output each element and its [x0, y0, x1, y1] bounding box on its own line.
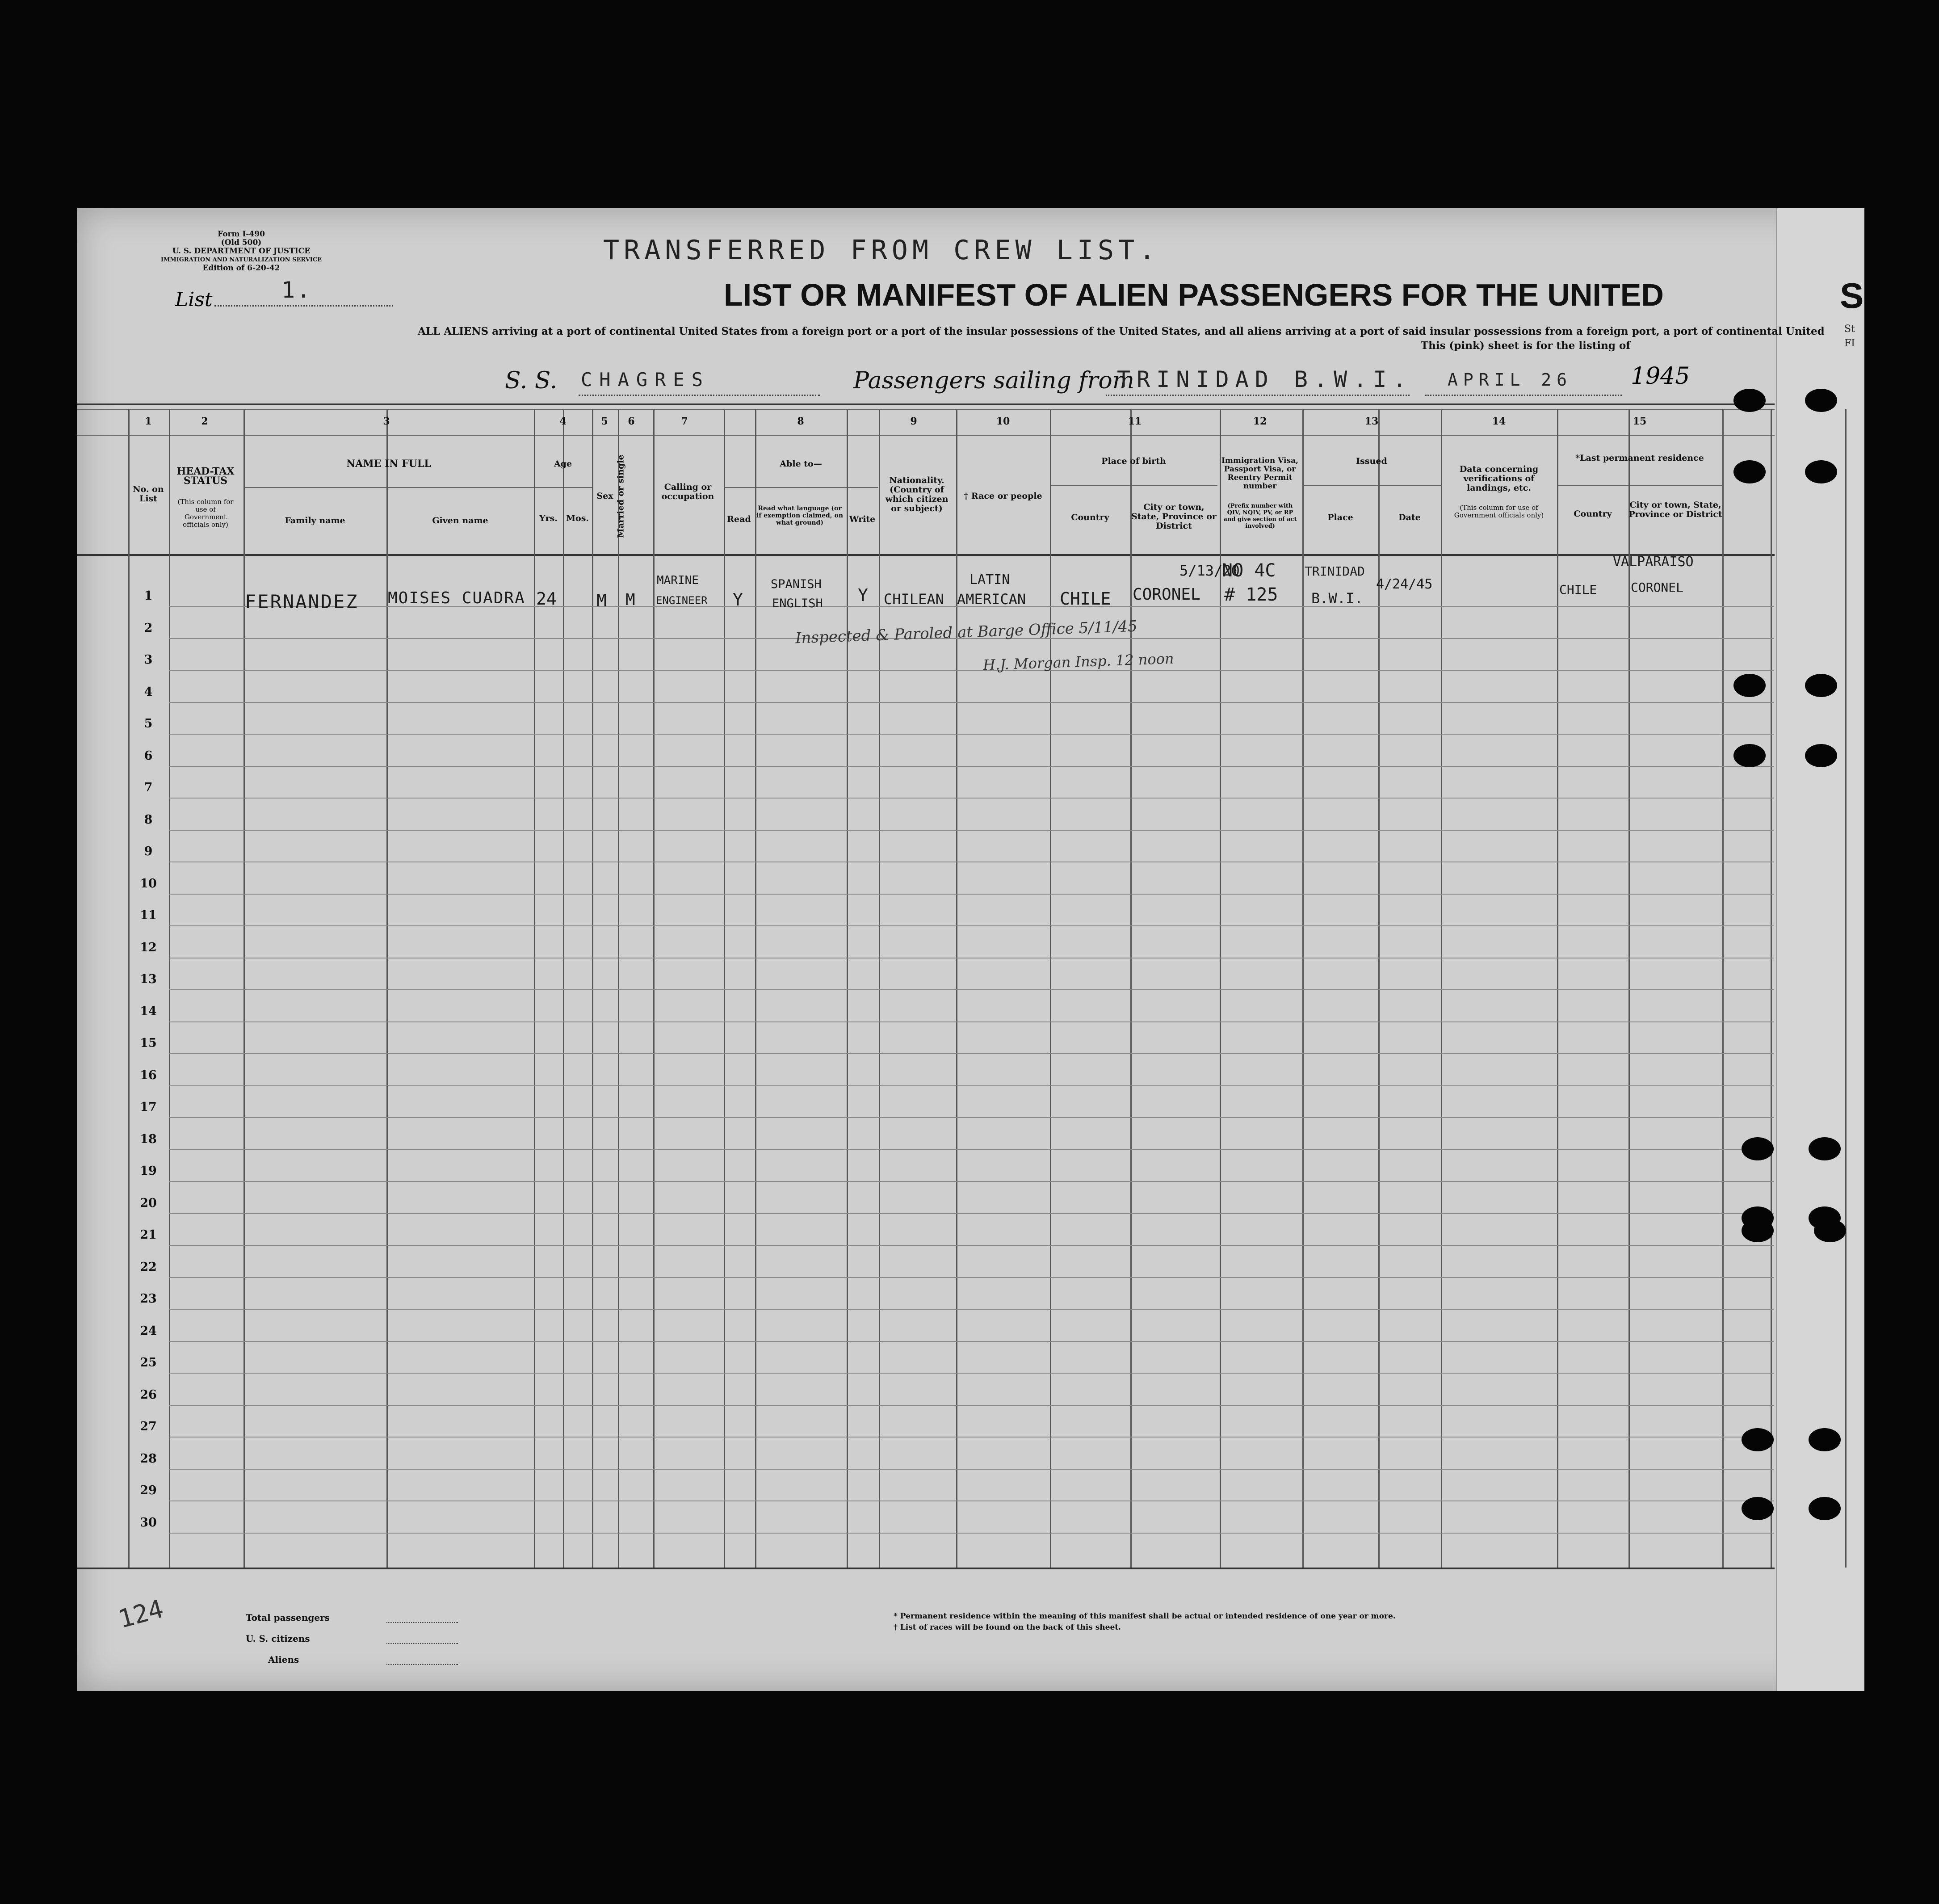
adjacent-sheet-text-2: FI: [1844, 338, 1855, 349]
sailing-date-underline: [1425, 395, 1622, 396]
column-divider: [1845, 409, 1847, 1568]
header-family-name: Family name: [285, 516, 345, 525]
punch-hole: [1809, 1137, 1841, 1160]
column-divider: [169, 409, 170, 1568]
header-read: Read: [727, 514, 751, 524]
table-top-border-2: [77, 409, 1775, 410]
entry-race-line-1: LATIN: [970, 572, 1010, 588]
colnum-9: 9: [910, 416, 917, 427]
punch-hole: [1742, 1497, 1774, 1520]
row-number: 30: [140, 1515, 157, 1530]
row-number: 25: [140, 1356, 157, 1370]
colnum-4: 4: [559, 416, 567, 427]
header-married: Married or single: [616, 454, 626, 538]
list-label: List: [175, 288, 213, 311]
table-row: [169, 766, 1774, 767]
footer-aliens: Aliens: [268, 1654, 299, 1665]
column-divider: [386, 409, 388, 1568]
column-divider: [1628, 409, 1630, 1568]
punch-hole: [1809, 1428, 1841, 1451]
row-number: 26: [140, 1387, 157, 1402]
colnum-5: 5: [601, 416, 608, 427]
table-row: [169, 1533, 1774, 1534]
row-number: 23: [140, 1292, 157, 1306]
adjacent-sheet-edge: [1776, 208, 1864, 1691]
header-issued: Issued: [1356, 456, 1387, 466]
punch-hole: [1805, 674, 1837, 697]
able-subheader-line: [724, 487, 878, 488]
table-top-border: [77, 403, 1775, 405]
header-write: Write: [849, 514, 876, 524]
header-read-language: Read what language (or if exemption claimed, on what ground): [756, 505, 844, 526]
row-number: 20: [140, 1196, 157, 1210]
adjacent-sheet-text-1: St: [1844, 324, 1855, 335]
header-res-country: Country: [1574, 509, 1612, 519]
entry-issued-date: 4/24/45: [1376, 576, 1433, 592]
header-name-in-full: NAME IN FULL: [346, 458, 431, 470]
header-res-city: City or town, State, Province or District: [1628, 500, 1722, 519]
entry-occupation-line-2: ENGINEER: [656, 594, 708, 607]
row-number: 5: [144, 717, 153, 731]
row-number: 29: [140, 1484, 157, 1497]
table-row: [169, 1373, 1774, 1374]
row-number: 16: [140, 1068, 157, 1082]
entry-given-name: MOISES CUADRA: [388, 589, 525, 607]
colnum-12: 12: [1253, 416, 1267, 427]
header-issued-place: Place: [1327, 513, 1353, 522]
row-number: 8: [144, 812, 153, 827]
header-nationality: Nationality. (Country of which citizen or subject): [885, 475, 949, 513]
punch-hole: [1733, 460, 1766, 483]
row-number: 7: [144, 781, 153, 794]
colnum-8: 8: [797, 416, 804, 427]
column-divider: [243, 409, 245, 1568]
table-row: [169, 1245, 1774, 1246]
entry-birth-date: 5/13/20: [1179, 562, 1240, 579]
entry-write: Y: [858, 585, 868, 605]
column-divider: [653, 409, 655, 1568]
header-no-on-list: No. on List: [133, 484, 164, 504]
list-underline: [214, 305, 393, 307]
colnum-row-border: [77, 435, 1775, 436]
entry-visa-line-1: NO 4C: [1222, 560, 1276, 581]
adjacent-sheet-letter: S: [1840, 276, 1864, 315]
row-number: 9: [144, 845, 153, 858]
table-row: [169, 1117, 1774, 1118]
header-race: † Race or people: [964, 491, 1042, 501]
colnum-11: 11: [1128, 416, 1142, 427]
column-divider: [1771, 409, 1772, 1568]
row-number: 14: [140, 1004, 157, 1018]
punch-hole: [1809, 1497, 1841, 1520]
entry-occupation-line-1: MARINE: [657, 574, 699, 587]
row-number: 12: [140, 940, 157, 954]
row-number: 6: [144, 748, 153, 763]
entry-residence-city-2: CORONEL: [1631, 580, 1684, 595]
punch-hole: [1814, 1219, 1846, 1242]
sailing-from: TRINIDAD B.W.I.: [1117, 366, 1413, 392]
column-divider: [534, 409, 535, 1568]
entry-language-2: ENGLISH: [772, 597, 823, 610]
row-number: 22: [140, 1260, 157, 1274]
column-divider: [128, 409, 130, 1568]
form-edition: Edition of 6-20-42: [202, 264, 280, 273]
colnum-7: 7: [681, 416, 688, 427]
birth-subheader-line: [1050, 485, 1217, 486]
row-number: 1: [144, 589, 153, 603]
row-number: 18: [140, 1132, 157, 1146]
header-last-residence: *Last permanent residence: [1575, 453, 1704, 463]
header-head-tax-note: (This column for use of Government officials only): [177, 498, 234, 529]
handwritten-inspector-note: H.J. Morgan Insp. 12 noon: [982, 650, 1175, 674]
ship-name: CHAGRES: [581, 369, 710, 391]
header-given-name: Given name: [432, 516, 488, 525]
punch-hole: [1733, 674, 1766, 697]
row-number: 15: [140, 1036, 157, 1050]
us-citizens-field[interactable]: [386, 1643, 458, 1644]
row-number: 24: [140, 1324, 157, 1338]
footer-residence-note: * Permanent residence within the meaning of this manifest shall be actual or intended residence of one year or more.: [894, 1612, 1396, 1621]
column-divider: [956, 409, 957, 1568]
form-department: U. S. DEPARTMENT OF JUSTICE: [172, 247, 311, 256]
table-bottom-border: [77, 1568, 1775, 1569]
punch-hole: [1805, 389, 1837, 412]
total-passengers-field[interactable]: [386, 1622, 458, 1623]
column-divider: [618, 409, 619, 1568]
punch-hole: [1742, 1137, 1774, 1160]
table-row: [169, 798, 1774, 799]
row-number: 11: [140, 908, 157, 922]
table-row: [169, 1085, 1774, 1086]
ship-prefix: S. S.: [505, 367, 558, 394]
colnum-10: 10: [996, 416, 1010, 427]
punch-hole: [1805, 460, 1837, 483]
row-number: 3: [144, 653, 153, 667]
column-divider: [1302, 409, 1304, 1568]
header-able-to: Able to—: [780, 459, 822, 469]
row-number: 17: [140, 1100, 157, 1114]
table-row: [169, 1149, 1774, 1150]
column-divider: [563, 409, 564, 1568]
entry-visa-line-2: # 125: [1224, 584, 1278, 605]
entry-age-years: 24: [536, 589, 557, 609]
entry-residence-city-1: VALPARAISO: [1613, 554, 1694, 570]
colnum-14: 14: [1492, 416, 1506, 427]
table-row: [169, 702, 1774, 703]
sailing-from-underline: [1106, 395, 1410, 396]
form-identification: [152, 230, 331, 273]
table-row: [169, 1277, 1774, 1278]
form-number: Form I-490: [218, 230, 265, 239]
sailing-year: 1945: [1631, 363, 1690, 390]
table-row: [169, 1469, 1774, 1470]
column-divider: [1557, 409, 1558, 1568]
punch-hole: [1733, 744, 1766, 767]
page-title: LIST OR MANIFEST OF ALIEN PASSENGERS FOR THE UNITED: [724, 277, 1664, 312]
punch-hole: [1742, 1219, 1774, 1242]
column-divider: [847, 409, 848, 1568]
row-number: 2: [144, 621, 153, 635]
colnum-1: 1: [145, 416, 152, 427]
entry-issued-place-2: B.W.I.: [1311, 590, 1363, 607]
column-divider: [1441, 409, 1442, 1568]
entry-birth-city: CORONEL: [1133, 585, 1200, 604]
table-row: [169, 830, 1774, 831]
colnum-15: 15: [1633, 416, 1647, 427]
sailing-label: Passengers sailing from: [853, 367, 1135, 394]
row-number: 21: [140, 1228, 157, 1242]
entry-race-line-2: AMERICAN: [957, 591, 1026, 608]
table-row: [169, 1053, 1774, 1054]
header-data-note: (This column for use of Government officials only): [1454, 504, 1544, 519]
footer-total-passengers: Total passengers: [246, 1612, 330, 1623]
name-subheader-line: [243, 487, 534, 488]
entry-nationality: CHILEAN: [884, 591, 944, 608]
header-bottom-border: [77, 554, 1775, 556]
page-number-handwritten: 124: [115, 1594, 167, 1634]
entry-sex: M: [596, 591, 607, 610]
row-number: 4: [144, 685, 153, 699]
entry-issued-place-1: TRINIDAD: [1305, 564, 1365, 579]
colnum-3: 3: [383, 416, 390, 427]
instructions-line-1: ALL ALIENS arriving at a port of continental United States from a foreign port or a port of the insular possessions of the United States, and all aliens arriving at a port of said insular possessions from a foreign port, a port of continental United: [418, 325, 1825, 337]
handwritten-inspection-note: Inspected & Paroled at Barge Office 5/11/45: [795, 617, 1138, 647]
header-visa: Immigration Visa, Passport Visa, or Reentry Permit number: [1221, 456, 1299, 491]
table-row: [169, 1021, 1774, 1022]
header-birth-city: City or town, State, Province or District: [1131, 502, 1217, 531]
table-row: [169, 670, 1774, 671]
transferred-annotation: TRANSFERRED FROM CREW LIST.: [603, 235, 1160, 266]
entry-family-name: FERNANDEZ: [245, 591, 359, 613]
table-row: [169, 1341, 1774, 1342]
column-divider: [755, 409, 756, 1568]
header-head-tax: HEAD-TAX STATUS: [176, 466, 235, 487]
table-row: [169, 925, 1774, 926]
entry-residence-country: CHILE: [1559, 582, 1597, 597]
column-divider: [1220, 409, 1221, 1568]
footer-us-citizens: U. S. citizens: [246, 1633, 310, 1644]
row-number: 13: [140, 972, 157, 986]
column-divider: [1722, 409, 1724, 1568]
header-mos: Mos.: [566, 513, 589, 523]
footer-race-note: † List of races will be found on the back of this sheet.: [894, 1623, 1121, 1632]
header-issued-date: Date: [1398, 513, 1421, 522]
ship-underline: [579, 395, 820, 396]
header-yrs: Yrs.: [539, 513, 558, 523]
header-age: Age: [554, 459, 572, 469]
table-row: [169, 1405, 1774, 1406]
colnum-2: 2: [201, 416, 208, 427]
header-sex: Sex: [596, 491, 613, 501]
punch-hole: [1733, 389, 1766, 412]
header-visa-note: (Prefix number with QIV, NQIV, PV, or RP and give section of act involved): [1223, 503, 1297, 530]
residence-subheader-line: [1557, 485, 1722, 486]
column-divider: [1130, 409, 1132, 1568]
aliens-field[interactable]: [386, 1664, 458, 1665]
row-number: 10: [140, 876, 157, 891]
row-number: 28: [140, 1451, 157, 1466]
row-number: 19: [140, 1164, 157, 1178]
header-data-concerning: Data concerning verifications of landings, etc.: [1459, 464, 1539, 493]
entry-marital-status: M: [625, 591, 635, 609]
column-divider: [592, 409, 593, 1568]
table-row: [169, 1213, 1774, 1214]
punch-hole: [1805, 744, 1837, 767]
column-divider: [724, 409, 725, 1568]
form-old-number: (Old 500): [221, 238, 262, 247]
table-row: [169, 894, 1774, 895]
column-divider: [879, 409, 880, 1568]
table-row: [169, 1181, 1774, 1182]
row-number: 27: [140, 1420, 157, 1433]
form-service: IMMIGRATION AND NATURALIZATION SERVICE: [160, 256, 322, 263]
punch-hole: [1742, 1428, 1774, 1451]
header-place-of-birth: Place of birth: [1101, 456, 1166, 466]
instructions-line-2: This (pink) sheet is for the listing of: [1421, 340, 1631, 352]
header-calling: Calling or occupation: [661, 482, 714, 501]
issued-subheader-line: [1302, 485, 1441, 486]
sailing-date: APRIL 26: [1448, 370, 1573, 390]
entry-birth-country: CHILE: [1060, 589, 1111, 609]
column-divider: [1050, 409, 1051, 1568]
table-row: [169, 1309, 1774, 1310]
entry-read: Y: [733, 590, 743, 609]
colnum-6: 6: [628, 416, 635, 427]
table-row: [169, 989, 1774, 990]
colnum-13: 13: [1364, 416, 1379, 427]
table-row: [169, 734, 1774, 735]
header-birth-country: Country: [1071, 513, 1109, 522]
entry-language-1: SPANISH: [771, 577, 822, 591]
list-number: 1.: [281, 277, 312, 303]
